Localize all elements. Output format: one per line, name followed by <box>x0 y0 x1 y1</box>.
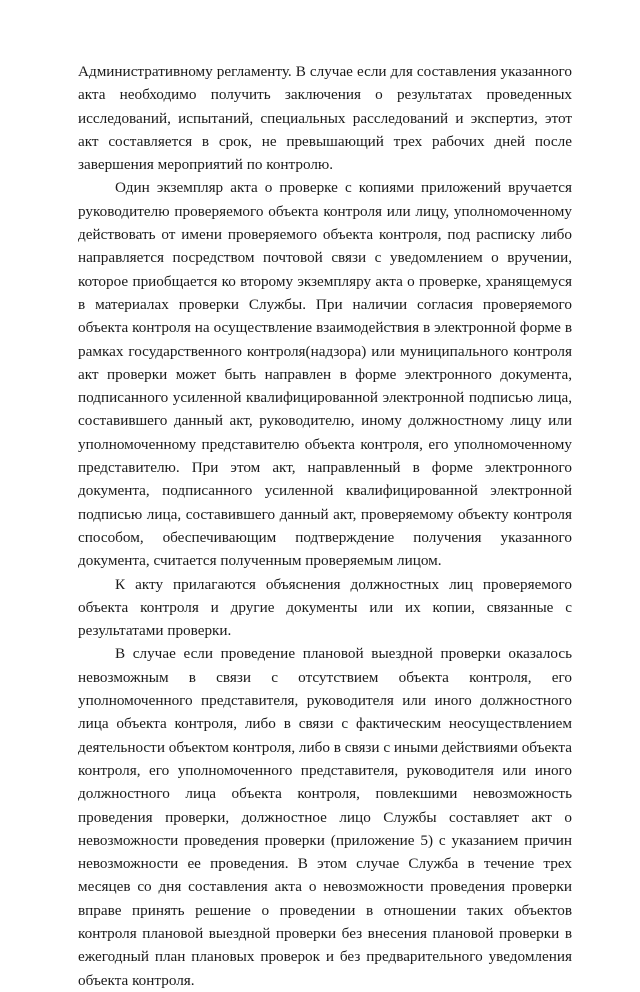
paragraph-inspection-impossible: В случае если проведение плановой выездной проверки оказалось невозможным в связи с отсутствием объекта контроля, его уполномоченного представителя, руководителя или иного должностного лица объекта контроля, либо в связи с фактическим неосуществлением деятельности объектом контроля, либо в связи с иными действиями объекта контроля, его уполномоченного представителя, руководителя или иного должностного лица объекта контроля, повлекшими невозможность проведения проверки, должностное лицо Службы составляет акт о невозможности проведения проверки (приложение 5) с указанием причин невозможности ее проведения. В этом случае Служба в течение трех месяцев со дня составления акта о невозможности проведения проверки вправе принять решение о проведении в отношении таких объектов контроля плановой выездной проверки без внесения плановой проверки в ежегодный план плановых проверок и без предварительного уведомления объекта контроля. <box>78 645 572 989</box>
paragraph-continuation: Административному регламенту. В случае если для составления указанного акта необходимо получить заключения о результатах проведенных исследований, испытаний, специальных расследований и экспертиз, этот акт составляется в срок, не превышающий трех рабочих дней после завершения мероприятий по контролю. <box>78 63 572 174</box>
paragraph-act-attachments: К акту прилагаются объяснения должностных лиц проверяемого объекта контроля и другие документы или их копии, связанные с результатами проверки. <box>78 575 572 640</box>
paragraph-act-delivery: Один экземпляр акта о проверке с копиями приложений вручается руководителю проверяемого объекта контроля или лицу, уполномоченному действовать от имени проверяемого объекта контроля, под расписку либо направляется посредством почтовой связи с уведомлением о вручении, которое приобщается ко второму экземпляру акта о проверке, хранящемуся в материалах проверки Службы. При наличии согласия проверяемого объекта контроля на осуществление взаимодействия в электронной форме в рамках государственного контроля(надзора) или муниципального контроля акт проверки может быть направлен в форме электронного документа, подписанного усиленной квалифицированной электронной подписью лица, составившего данный акт, руководителю, иному должностному лицу или уполномоченному представителю объекта контроля, его уполномоченному представителю. При этом акт, направленный в форме электронного документа, подписанного усиленной квалифицированной электронной подписью лица, составившего данный акт, проверяемому объекту контроля способом, обеспечивающим подтверждение получения указанного документа, считается полученным проверяемым лицом. <box>78 179 572 570</box>
document-page <box>78 60 572 992</box>
